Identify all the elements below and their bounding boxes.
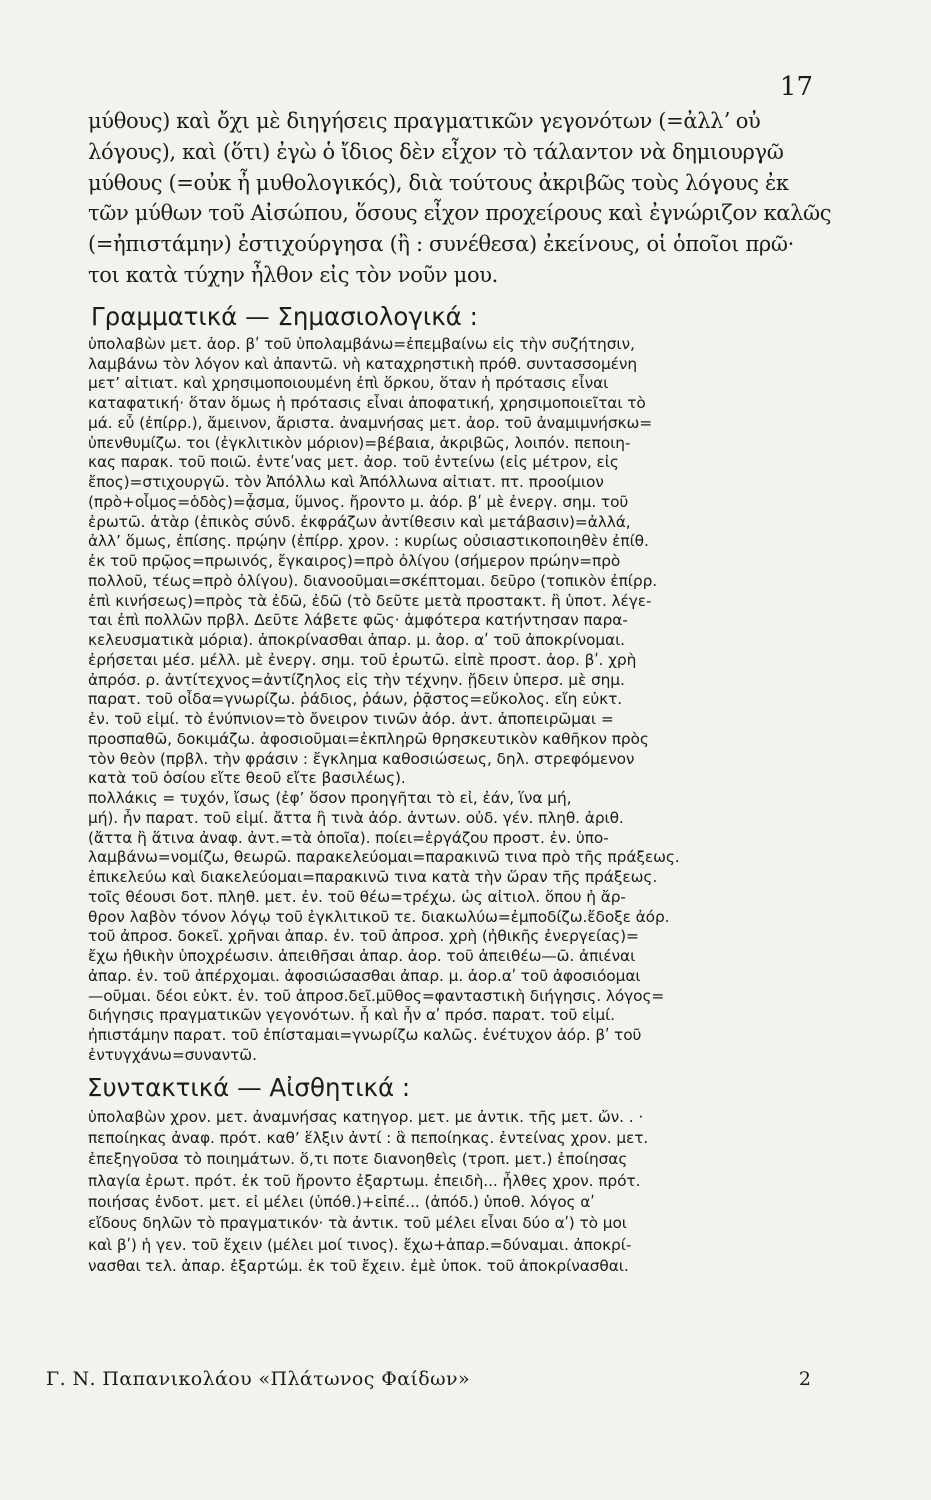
gloss-line: τοῦ ἀπροσ. δοκεῖ. χρῆναι ἀπαρ. ἐν. τοῦ ἀπροσ. χρὴ (ἠθικῆς ἐνεργείας)= <box>88 927 639 946</box>
gloss-line: (ἄττα ἢ ἅτινα ἀναφ. ἀντ.=τὰ ὁποῖα). ποίει=ἐργάζου προστ. ἐν. ὑπο- <box>88 828 609 847</box>
gloss-line: ται ἐπὶ πολλῶν πρβλ. Δεῦτε λάβετε φῶς· ἀμφότερα κατήντησαν παρα- <box>88 611 628 630</box>
gloss-line: καταφατική· ὅταν ὅμως ἡ πρότασις εἶναι ἀποφατική, χρησιμοποιεῖται τὸ <box>88 394 646 413</box>
gloss-line: διήγησις πραγματικῶν γεγονότων. ἦ καὶ ἦν αʹ πρόσ. παρατ. τοῦ εἰμί. <box>88 1006 615 1025</box>
gloss-line: νασθαι τελ. ἀπαρ. ἐξαρτώμ. ἐκ τοῦ ἔχειν. ἐμὲ ὑποκ. τοῦ ἀποκρίνασθαι. <box>88 1257 629 1276</box>
gloss-line: ἔπος)=στιχουργῶ. τὸν Ἀπόλλω καὶ Ἀπόλλωνα αἰτιατ. πτ. προοίμιον <box>88 473 604 492</box>
gloss-line: ὑπολαβὼν μετ. ἀορ. βʹ τοῦ ὑπολαμβάνω=ἐπεμβαίνω εἰς τὴν συζήτησιν, <box>88 334 635 353</box>
gloss-line: λαμβάνω τὸν λόγον καὶ ἀπαντῶ. νὴ καταχρηστικὴ πρόθ. συντασσομένη <box>88 354 638 373</box>
gloss-line: ἀπρόσ. ρ. ἀντίτεχνος=ἀντίζηλος εἰς τὴν τέχνην. ᾔδειν ὑπερσ. μὲ σημ. <box>88 670 625 689</box>
gloss-line: ποιήσας ἐνδοτ. μετ. εἰ μέλει (ὑπόθ.)+εἰπέ... (ἀπόδ.) ὑποθ. λόγος αʹ <box>88 1193 595 1212</box>
section-heading-syntax: Συντακτικά — Αἰσθητικά : <box>87 1072 411 1102</box>
sheet-number: 2 <box>798 1368 811 1390</box>
gloss-line: κελευσματικὰ μόρια). ἀποκρίνασθαι ἀπαρ. μ. ἀορ. αʹ τοῦ ἀποκρίνομαι. <box>88 631 625 650</box>
gloss-line: ἐπικελεύω καὶ διακελεύομαι=παρακινῶ τινα κατὰ τὴν ὥραν τῆς πράξεως. <box>88 868 658 887</box>
gloss-line: πολλοῦ, τέως=πρὸ ὀλίγου). διανοοῦμαι=σκέπτομαι. δεῦρο (τοπικὸν ἐπίρρ. <box>88 571 658 590</box>
footer-signature: Γ. Ν. Παπανικολάου «Πλάτωνος Φαίδων» <box>46 1368 471 1390</box>
page-footer <box>46 1368 811 1390</box>
intro-paragraph <box>88 106 840 291</box>
gloss-line: κατὰ τοῦ ὁσίου εἴτε θεοῦ εἴτε βασιλέως). <box>88 769 406 788</box>
gloss-line: μή). ἦν παρατ. τοῦ εἰμί. ἄττα ἢ τινὰ ἀόρ. ἀντων. οὐδ. γέν. πληθ. ἀριθ. <box>88 808 624 827</box>
gloss-line: ἐν. τοῦ εἰμί. τὸ ἐνύπνιον=τὸ ὄνειρον τινῶν ἀόρ. ἀντ. ἀποπειρῶμαι = <box>88 710 614 729</box>
gloss-line: ἐπεξηγοῦσα τὸ ποιημάτων. ὅ,τι ποτε διανοηθεὶς (τροπ. μετ.) ἐποίησας <box>88 1150 628 1169</box>
syntax-notes <box>88 1107 840 1278</box>
gloss-line: πλαγία ἐρωτ. πρότ. ἐκ τοῦ ἤροντο ἐξαρτωμ. ἐπειδὴ... ἦλθες χρον. πρότ. <box>88 1171 641 1190</box>
grammar-notes <box>88 335 840 1066</box>
gloss-line: ἐρωτῶ. ἀτὰρ (ἐπικὸς σύνδ. ἐκφράζων ἀντίθεσιν καὶ μετάβασιν)=ἀλλά, <box>88 512 631 531</box>
gloss-line: καὶ βʹ) ἡ γεν. τοῦ ἔχειν (μέλει μοί τινος). ἔχω+ἀπαρ.=δύναμαι. ἀποκρί- <box>88 1235 632 1254</box>
section-heading-grammar: Γραμματικά — Σημασιολογικά : <box>91 301 478 331</box>
gloss-line: παρατ. τοῦ οἶδα=γνωρίζω. ῥάδιος, ῥάων, ῥᾷστος=εὔκολος. εἴη εὐκτ. <box>88 690 623 709</box>
gloss-line: ἀπαρ. ἐν. τοῦ ἀπέρχομαι. ἀφοσιώσασθαι ἀπαρ. μ. ἀορ.αʹ τοῦ ἀφοσιόομαι <box>88 966 641 985</box>
intro-line: τῶν μύθων τοῦ Αἰσώπου, ὅσους εἶχον προχείρους καὶ ἐγνώριζον καλῶς <box>88 201 832 226</box>
gloss-line: προσπαθῶ, δοκιμάζω. ἀφοσιοῦμαι=ἐκπληρῶ θρησκευτικὸν καθῆκον πρὸς <box>88 729 649 748</box>
text-block <box>88 106 840 1278</box>
gloss-line: μά. εὖ (ἐπίρρ.), ἄμεινον, ἄριστα. ἀναμνήσας μετ. ἀορ. τοῦ ἀναμιμνήσκω= <box>88 413 653 432</box>
gloss-line: τὸν θεὸν (πρβλ. τὴν φράσιν : ἔγκλημα καθοσιώσεως, δηλ. στρεφόμενον <box>88 749 635 768</box>
intro-line: μύθους) καὶ ὄχι μὲ διηγήσεις πραγματικῶν γεγονότων (=ἀλλʼ οὐ <box>88 109 761 133</box>
gloss-line: ἀλλʼ ὅμως, ἐπίσης. πρῴην (ἐπίρρ. χρον. : κυρίως οὐσιαστικοποιηθὲν ἐπίθ. <box>88 532 649 551</box>
gloss-line: θρον λαβὸν τόνον λόγῳ τοῦ ἐγκλιτικοῦ τε. διακωλύω=ἐμποδίζω.ἔδοξε ἀόρ. <box>88 907 670 926</box>
gloss-line: ὑπενθυμίζω. τοι (ἐγκλιτικὸν μόριον)=βέβαια, ἀκριβῶς, λοιπόν. πεποιη- <box>88 433 631 452</box>
intro-line: τοι κατὰ τύχην ἦλθον εἰς τὸν νοῦν μου. <box>88 262 499 287</box>
gloss-line: ἐπὶ κινήσεως)=πρὸς τὰ ἐδῶ, ἐδῶ (τὸ δεῦτε μετὰ προστακτ. ἢ ὑποτ. λέγε- <box>88 591 652 610</box>
intro-line: λόγους), καὶ (ὅτι) ἐγὼ ὁ ἴδιος δὲν εἶχον τὸ τάλαντον νὰ δημιουργῶ <box>88 139 784 164</box>
gloss-line: μετʼ αἰτιατ. καὶ χρησιμοποιουμένη ἐπὶ ὅρκου, ὅταν ἡ πρότασις εἶναι <box>88 374 609 393</box>
gloss-line: πεποίηκας ἀναφ. πρότ. καθʼ ἕλξιν ἀντί : ἃ πεποίηκας. ἐντείνας χρον. μετ. <box>88 1128 649 1147</box>
gloss-line: —οῦμαι. δέοι εὐκτ. ἐν. τοῦ ἀπροσ.δεῖ.μῦθος=φανταστικὴ διήγησις. λόγος= <box>88 986 665 1005</box>
gloss-line: τοῖς θέουσι δοτ. πληθ. μετ. ἐν. τοῦ θέω=τρέχω. ὡς αἰτιολ. ὅπου ἡ ἄρ- <box>88 887 626 906</box>
intro-line: (=ἠπιστάμην) ἐστιχούργησα (ἢ : συνέθεσα) ἐκείνους, οἱ ὁποῖοι πρῶ· <box>88 232 794 257</box>
gloss-line: εἴδους δηλῶν τὸ πραγματικόν· τὰ ἀντικ. τοῦ μέλει εἶναι δύο αʹ) τὸ μοι <box>88 1214 627 1233</box>
gloss-line: πολλάκις = τυχόν, ἴσως (ἐφʼ ὅσον προηγῆται τὸ εἰ, ἐάν, ἵνα μή, <box>88 789 572 808</box>
intro-line: μύθους (=οὐκ ἦ μυθολογικός), διὰ τούτους ἀκριβῶς τοὺς λόγους ἐκ <box>88 170 789 195</box>
gloss-line: κας παρακ. τοῦ ποιῶ. ἐντεʹνας μετ. ἀορ. τοῦ ἐντείνω (εἰς μέτρον, εἰς <box>88 453 619 472</box>
gloss-line: ἐντυγχάνω=συναντῶ. <box>88 1045 257 1064</box>
gloss-line: λαμβάνω=νομίζω, θεωρῶ. παρακελεύομαι=παρακινῶ τινα πρὸ τῆς πράξεως. <box>88 848 680 867</box>
gloss-line: ἐκ τοῦ πρῷος=πρωινός, ἔγκαιρος)=πρὸ ὀλίγου (σήμερον πρώην=πρὸ <box>88 552 621 571</box>
gloss-line: ἔχω ἠθικὴν ὑποχρέωσιν. ἀπειθῆσαι ἀπαρ. ἀορ. τοῦ ἀπειθέω—ῶ. ἀπιέναι <box>88 947 636 966</box>
gloss-line: ἠπιστάμην παρατ. τοῦ ἐπίσταμαι=γνωρίζω καλῶς. ἐνέτυχον ἀόρ. βʹ τοῦ <box>88 1026 642 1045</box>
page-number: 17 <box>779 72 813 102</box>
gloss-line: ὑπολαβὼν χρον. μετ. ἀναμνήσας κατηγορ. μετ. με ἀντικ. τῆς μετ. ὤν. . · <box>88 1107 644 1126</box>
gloss-line: ἐρήσεται μέσ. μέλλ. μὲ ἐνεργ. σημ. τοῦ ἐρωτῶ. εἰπὲ προστ. ἀορ. βʹ. χρὴ <box>88 650 637 669</box>
gloss-line: (πρὸ+οἶμος=ὁδὸς)=ᾆσμα, ὕμνος. ἤροντο μ. ἀόρ. βʹ μὲ ἐνεργ. σημ. τοῦ <box>88 492 629 511</box>
